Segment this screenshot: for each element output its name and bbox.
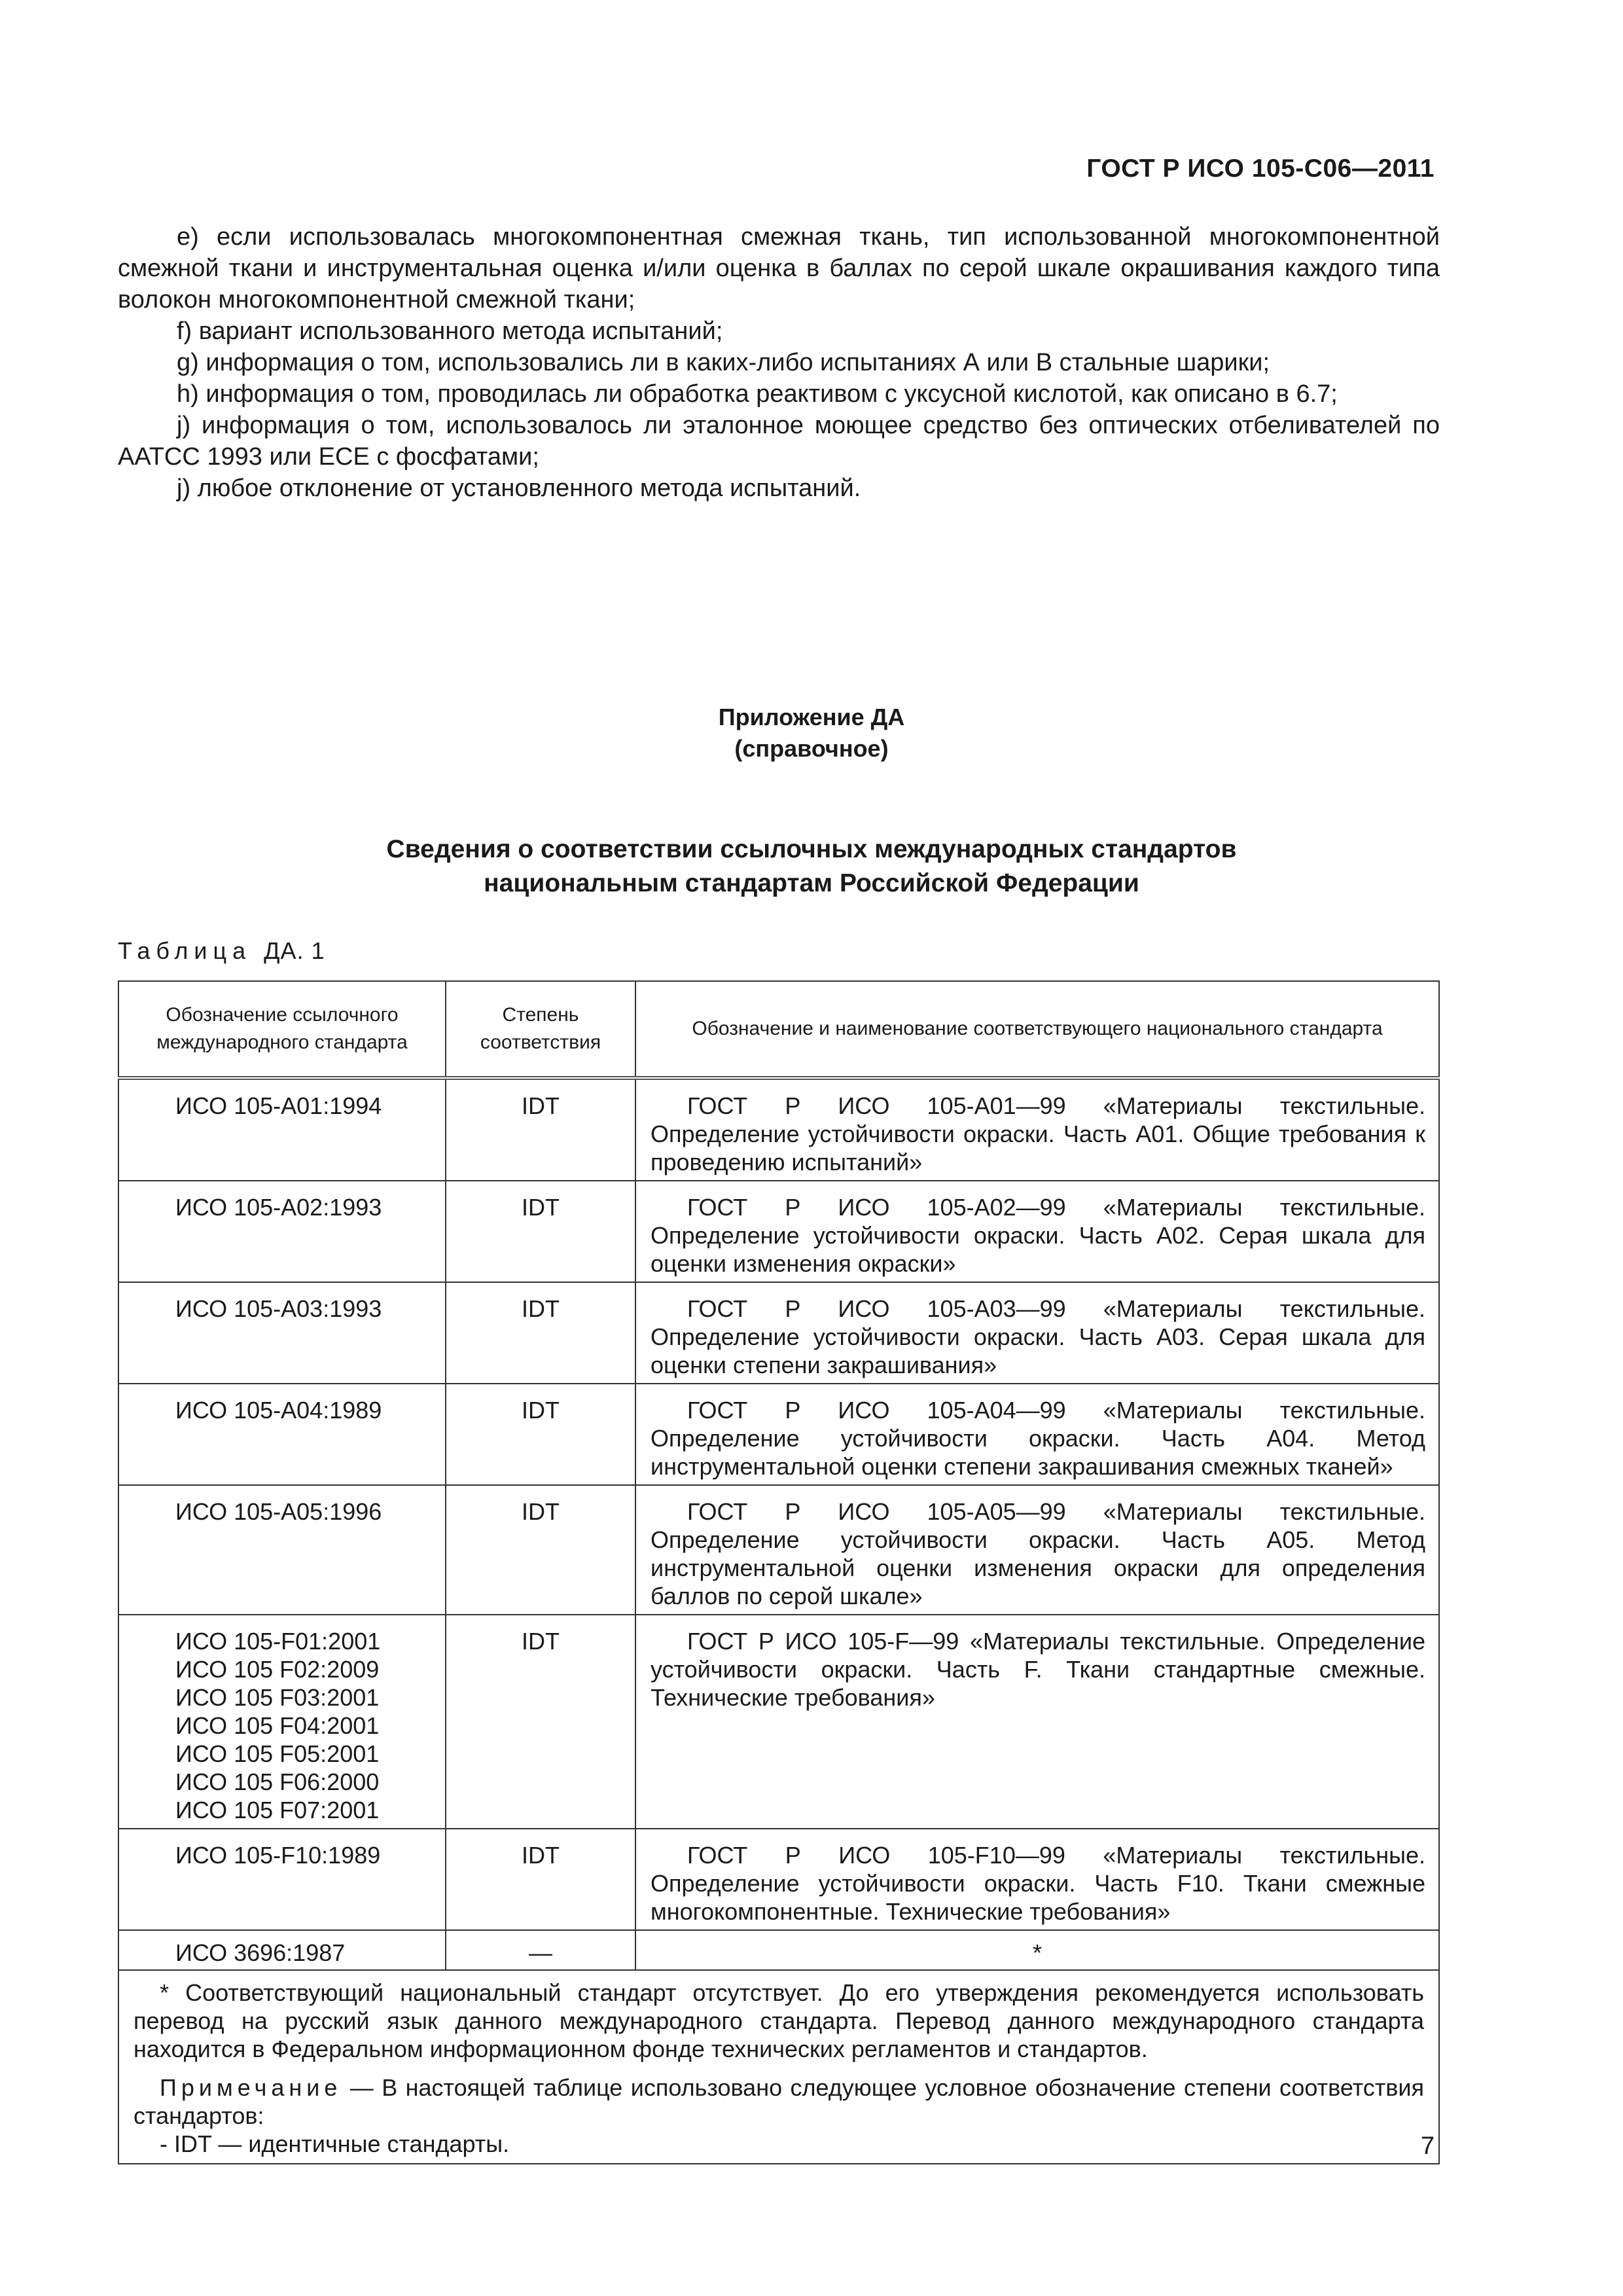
table-row <box>118 1615 1439 1829</box>
table-row <box>118 1930 1439 1970</box>
cell-degree: IDT <box>446 1384 635 1485</box>
annex-heading-line: Сведения о соответствии ссылочных международных стандартов <box>386 835 1237 863</box>
table-caption-label: Таблица <box>118 937 252 964</box>
header-international-standard <box>118 981 446 1078</box>
table-row <box>118 1078 1439 1181</box>
annex-heading-line: национальным стандартам Российской Федерации <box>484 869 1139 897</box>
table-row <box>118 1181 1439 1282</box>
cell-degree: IDT <box>446 1282 635 1384</box>
footnote-text: * Соответствующий национальный стандарт отсутствует. До его утверждения рекомендуется использовать перевод на русский язык данного международного стандарта. Перевод данного международного стандарта находится в Федеральном информационном фонде технических регламентов и стандартов. <box>134 1979 1424 2062</box>
code-item: ИСО 105 F02:2009 <box>175 1656 380 1683</box>
cell-national: ГОСТ Р ИСО 105-А05—99 «Материалы текстильные. Определение устойчивости окраски. Часть А05. Метод инструментальной оценки изменения окраски для определения баллов по серой шкале» <box>635 1485 1439 1615</box>
cell-national: ГОСТ Р ИСО 105-F—99 «Материалы текстильные. Определение устойчивости окраски. Часть F. Ткани стандартные смежные. Технические требования» <box>635 1615 1439 1829</box>
table-footnote-row <box>118 1970 1439 2164</box>
header-text: Степень <box>502 1004 579 1026</box>
code-item: ИСО 105-F01:2001 <box>175 1628 381 1655</box>
cell-code: ИСО 105-А03:1993 <box>118 1282 446 1384</box>
table-row <box>118 1485 1439 1615</box>
list-item: j) любое отклонение от установленного метода испытаний. <box>177 475 861 502</box>
cell-code: ИСО 105-F10:1989 <box>118 1829 446 1930</box>
list-item: j) информация о том, использовалось ли эталонное моющее средство без оптических отбеливателей по ААТСС 1993 или ЕСЕ с фосфатами; <box>118 412 1440 471</box>
cell-degree: IDT <box>446 1485 635 1615</box>
cell-national: ГОСТ Р ИСО 105-А04—99 «Материалы текстильные. Определение устойчивости окраски. Часть А04. Метод инструментальной оценки степени закрашивания смежных тканей» <box>635 1384 1439 1485</box>
cell-national: ГОСТ Р ИСО 105-А01—99 «Материалы текстильные. Определение устойчивости окраски. Часть А01. Общие требования к проведению испытаний» <box>635 1078 1439 1181</box>
cell-code-list <box>118 1615 446 1829</box>
cell-code: ИСО 105-А01:1994 <box>118 1078 446 1181</box>
standards-correspondence-table <box>118 980 1440 2164</box>
table-footnote <box>118 1970 1439 2164</box>
page-number: 7 <box>1420 2132 1435 2160</box>
list-item: h) информация о том, проводилась ли обработка реактивом с уксусной кислотой, как описано в 6.7; <box>177 380 1338 408</box>
cell-degree: — <box>446 1930 635 1970</box>
list-item: е) если использовалась многокомпонентная смежная ткань, тип использованной многокомпонентной смежной ткани и инструментальная оценка и/или оценка в баллах по серой шкале окрашивания каждого типа волокон многокомпонентной смежной ткани; <box>118 223 1440 314</box>
cell-national: ГОСТ Р ИСО 105-F10—99 «Материалы текстильные. Определение устойчивости окраски. Часть F10. Ткани смежные многокомпонентные. Технические требования» <box>635 1829 1439 1930</box>
note-label: Примечание <box>160 2074 342 2101</box>
report-items-list <box>118 221 1440 504</box>
table-header-row <box>118 981 1439 1078</box>
note-text: — В настоящей таблице использовано следующее условное обозначение степени соответствия стандартов: <box>134 2074 1424 2129</box>
cell-degree: IDT <box>446 1078 635 1181</box>
header-degree <box>446 981 635 1078</box>
cell-degree: IDT <box>446 1615 635 1829</box>
cell-code: ИСО 105-А05:1996 <box>118 1485 446 1615</box>
cell-national: ГОСТ Р ИСО 105-А02—99 «Материалы текстильные. Определение устойчивости окраски. Часть А02. Серая шкала для оценки изменения окраски» <box>635 1181 1439 1282</box>
note-paragraph <box>134 2073 1424 2130</box>
code-item: ИСО 105 F06:2000 <box>175 1768 380 1795</box>
cell-code: ИСО 105-А02:1993 <box>118 1181 446 1282</box>
header-text: Обозначение ссылочного <box>166 1004 399 1026</box>
document-code-header: ГОСТ Р ИСО 105-С06—2011 <box>1086 154 1435 183</box>
header-text: соответствия <box>480 1031 601 1053</box>
annex-subtitle: (справочное) <box>734 735 889 762</box>
code-item: ИСО 105 F03:2001 <box>175 1684 380 1711</box>
annex-title: Приложение ДА <box>718 704 905 730</box>
cell-degree: IDT <box>446 1181 635 1282</box>
header-national-standard: Обозначение и наименование соответствующего национального стандарта <box>635 981 1439 1078</box>
code-item: ИСО 105 F07:2001 <box>175 1797 380 1823</box>
table-caption-number: ДА. 1 <box>264 937 325 964</box>
code-item: ИСО 105 F04:2001 <box>175 1712 380 1739</box>
table-row <box>118 1282 1439 1384</box>
cell-national: * <box>635 1930 1439 1970</box>
table-row <box>118 1384 1439 1485</box>
table-row <box>118 1829 1439 1930</box>
code-item: ИСО 105 F05:2001 <box>175 1740 380 1767</box>
header-text: международного стандарта <box>156 1031 408 1053</box>
cell-code: ИСО 105-А04:1989 <box>118 1384 446 1485</box>
table-caption <box>118 937 325 965</box>
annex-heading <box>0 833 1623 901</box>
cell-national: ГОСТ Р ИСО 105-А03—99 «Материалы текстильные. Определение устойчивости окраски. Часть А03. Серая шкала для оценки степени закрашивания» <box>635 1282 1439 1384</box>
annex-title-block <box>0 702 1623 764</box>
note-item: - IDT — идентичные стандарты. <box>160 2130 510 2157</box>
list-item: g) информация о том, использовались ли в каких-либо испытаниях А или В стальные шарики; <box>177 349 1270 376</box>
cell-degree: IDT <box>446 1829 635 1930</box>
list-item: f) вариант использованного метода испытаний; <box>177 317 723 345</box>
cell-code: ИСО 3696:1987 <box>118 1930 446 1970</box>
